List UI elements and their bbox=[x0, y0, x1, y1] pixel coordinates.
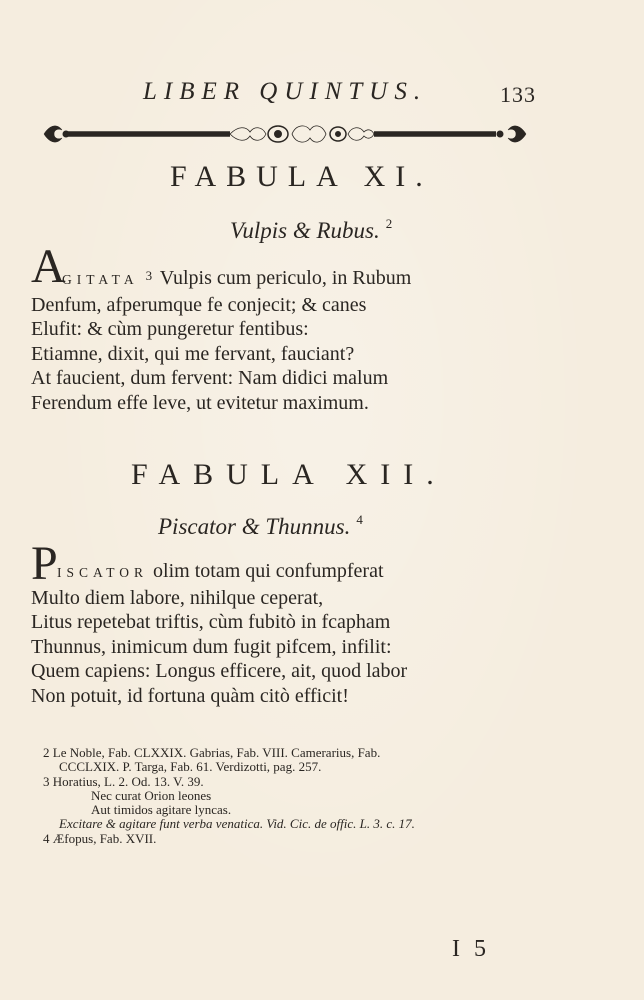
fable-12-subtitle bbox=[158, 512, 363, 540]
fable-11-text bbox=[31, 264, 551, 415]
verse-line: Elufit: & cùm pungeretur fentibus: bbox=[31, 318, 309, 340]
verse-line: Multo diem labore, nihilque ceperat, bbox=[31, 586, 324, 609]
verse-line bbox=[31, 264, 551, 293]
footnote-line: Excitare & agitare funt verba venatica. Vid. Cic. de offic. L. 3. c. 17. bbox=[59, 816, 415, 832]
fable-12-heading: FABULA XII. bbox=[131, 458, 447, 491]
verse-line: Litus repetebat triftis, cùm fubitò in fcapham bbox=[31, 611, 391, 633]
footnote-marker: 3 bbox=[145, 268, 153, 283]
footnote-line: Aut timidos agitare lyncas. bbox=[91, 802, 232, 818]
fable-11-heading: FABULA XI. bbox=[170, 160, 433, 193]
drop-cap: P bbox=[31, 537, 58, 590]
footnotes bbox=[43, 746, 563, 846]
page-number: 133 bbox=[500, 82, 536, 107]
drop-cap: A bbox=[31, 240, 66, 293]
verse-line: Quem capiens: Longus efficere, ait, quod labor bbox=[31, 660, 408, 682]
ornament-rule-icon bbox=[40, 118, 530, 150]
running-title: LIBER QUINTUS. bbox=[143, 78, 428, 105]
footnote-line: 4 Æfopus, Fab. XVII. bbox=[43, 830, 157, 846]
fable-12-text bbox=[31, 559, 551, 708]
running-head bbox=[0, 78, 644, 108]
fable-11-subtitle bbox=[230, 216, 392, 244]
verse-line: Etiamne, dixit, qui me fervant, fauciant? bbox=[31, 342, 355, 365]
verse-line: Ferendum effe leve, ut evitetur maximum. bbox=[31, 391, 369, 414]
verse-line bbox=[31, 559, 551, 586]
verse-line: Non potuit, id fortuna quàm citò efficit! bbox=[31, 684, 349, 707]
verse-line-text: Vulpis cum periculo, in Rubum bbox=[159, 267, 412, 289]
footnote-line: 3 Horatius, L. 2. Od. 13. V. 39. bbox=[43, 773, 204, 789]
footnote-line: CCCLXIX. P. Targa, Fab. 61. Verdizotti, pag. 257. bbox=[59, 759, 322, 775]
lead-word: ISCATOR bbox=[57, 565, 149, 580]
fable-11-subtitle-text: Vulpis & Rubus. bbox=[230, 218, 380, 243]
lead-word: GITATA bbox=[62, 272, 139, 287]
footnote-line: 2 Le Noble, Fab. CLXXIX. Gabrias, Fab. VIII. Camerarius, Fab. bbox=[43, 745, 381, 760]
verse-line: Thunnus, inimicum dum fugit pifcem, infilit: bbox=[31, 635, 392, 658]
verse-line: Denfum, afperumque fe conjecit; & canes bbox=[31, 293, 367, 316]
fable-12-subtitle-text: Piscator & Thunnus. bbox=[158, 514, 351, 539]
verse-line: At faucient, dum fervent: Nam didici malum bbox=[31, 367, 389, 389]
footnote-marker: 4 bbox=[356, 512, 363, 527]
footnote-line: Nec curat Orion leones bbox=[91, 787, 212, 803]
signature-mark: I 5 bbox=[452, 936, 490, 962]
verse-line-text: olim totam qui confumpferat bbox=[153, 560, 384, 582]
footnote-marker: 2 bbox=[385, 216, 393, 231]
